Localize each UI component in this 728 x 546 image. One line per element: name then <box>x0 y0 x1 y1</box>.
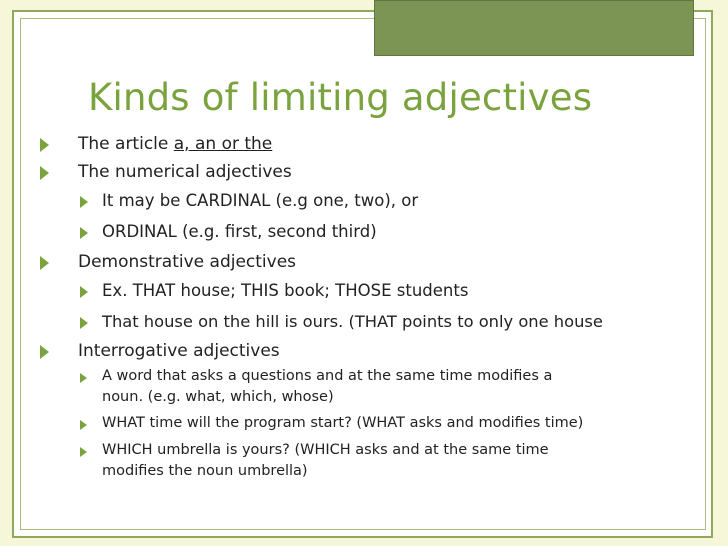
header-accent-block <box>374 0 694 56</box>
list-item-text: Interrogative adjectives <box>78 341 280 361</box>
triangle-bullet-icon <box>80 227 88 239</box>
slide-title: Kinds of limiting adjectives <box>88 76 593 119</box>
triangle-bullet-icon <box>80 420 87 430</box>
list-item-text: ORDINAL (e.g. first, second third) <box>102 222 377 241</box>
list-item-link[interactable]: a, an or the <box>173 134 273 154</box>
triangle-bullet-icon <box>80 317 88 329</box>
list-item-text-continuation: modifies the noun umbrella) <box>102 463 308 479</box>
triangle-bullet-icon <box>40 138 49 152</box>
triangle-bullet-icon <box>40 345 49 359</box>
list-item-text: Demonstrative adjectives <box>78 252 297 272</box>
list-item-text: The numerical adjectives <box>78 162 292 182</box>
triangle-bullet-icon <box>80 286 88 298</box>
triangle-bullet-icon <box>80 373 87 383</box>
list-item-text: That house on the hill is ours. (THAT points to only one house <box>102 312 603 331</box>
list-item-text: A word that asks a questions and at the same time modifies a <box>102 368 553 384</box>
list-item-text: The article <box>78 134 174 154</box>
triangle-bullet-icon <box>80 196 88 208</box>
list-item-text: It may be CARDINAL (e.g one, two), or <box>102 191 419 210</box>
list-item-text: Ex. THAT house; THIS book; THOSE students <box>102 281 469 300</box>
list-item-text-continuation: noun. (e.g. what, which, whose) <box>102 389 334 405</box>
triangle-bullet-icon <box>40 256 49 270</box>
triangle-bullet-icon <box>40 166 49 180</box>
list-item-text: WHAT time will the program start? (WHAT asks and modifies time) <box>102 415 584 431</box>
list-item-text: WHICH umbrella is yours? (WHICH asks and at the same time <box>102 442 549 458</box>
triangle-bullet-icon <box>80 447 87 457</box>
